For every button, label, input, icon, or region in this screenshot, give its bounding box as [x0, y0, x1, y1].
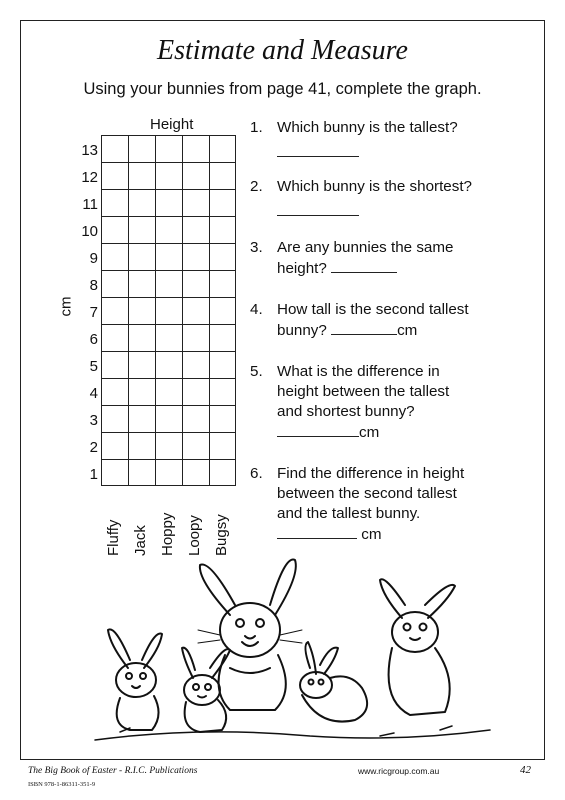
y-tick-13: 13	[81, 142, 98, 159]
y-axis-label: cm	[57, 296, 75, 317]
bunny-crouching-drawing	[300, 642, 367, 722]
y-tick-3: 3	[89, 412, 98, 429]
y-tick-9: 9	[89, 250, 98, 267]
y-tick-7: 7	[89, 304, 98, 321]
answer-blank-6[interactable]	[277, 524, 357, 539]
bunny-centre-drawing	[198, 560, 302, 710]
bunny-right-drawing	[380, 579, 455, 715]
bunnies-illustration	[80, 550, 500, 750]
answer-blank-2[interactable]	[277, 201, 359, 216]
category-fluffy: Fluffy	[105, 519, 122, 556]
answer-blank-4[interactable]	[331, 320, 397, 335]
bunny-left-drawing	[108, 629, 162, 730]
category-hoppy: Hoppy	[159, 512, 176, 556]
category-loopy: Loopy	[186, 515, 203, 556]
footer-isbn: ISBN 978-1-86311-351-9	[28, 781, 96, 788]
answer-blank-5[interactable]	[277, 422, 359, 437]
page-number: 42	[520, 764, 531, 776]
y-tick-5: 5	[89, 358, 98, 375]
y-tick-12: 12	[81, 169, 98, 186]
y-tick-10: 10	[81, 223, 98, 240]
page-title: Estimate and Measure	[157, 35, 408, 66]
blank-bar-graph-grid[interactable]	[101, 135, 236, 486]
y-tick-1: 1	[89, 466, 98, 483]
category-bugsy: Bugsy	[213, 514, 230, 556]
y-tick-6: 6	[89, 331, 98, 348]
footer-book-title: The Big Book of Easter - R.I.C. Publications	[28, 766, 198, 776]
footer-url[interactable]: www.ricgroup.com.au	[358, 766, 440, 776]
graph-title: Height	[150, 116, 194, 133]
answer-blank-1[interactable]	[277, 142, 359, 157]
y-tick-8: 8	[89, 277, 98, 294]
answer-blank-3[interactable]	[331, 258, 397, 273]
y-tick-11: 11	[82, 196, 98, 213]
category-jack: Jack	[132, 525, 149, 556]
y-tick-2: 2	[89, 439, 98, 456]
instructions: Using your bunnies from page 41, complete the graph.	[83, 80, 482, 98]
y-tick-4: 4	[89, 385, 98, 402]
